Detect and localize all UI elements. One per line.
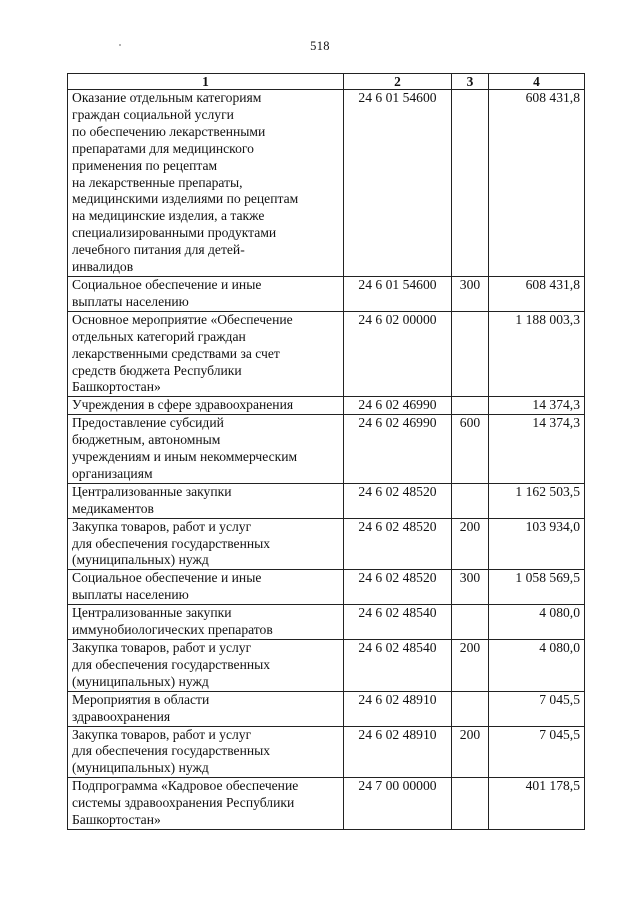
row-name: Оказание отдельным категориям граждан социальной услуги по обеспечению лекарственными препаратами для медицинского применения по рецептам на лекарственные препараты, медицинскими изделиями по рецептам на медицинские изделия, а также специализированными продуктами лечебного питания для детей- инвалидов bbox=[68, 90, 344, 277]
header-row bbox=[68, 74, 585, 90]
column-header: 4 bbox=[489, 74, 585, 90]
expense-type-code bbox=[452, 311, 489, 397]
row-name: Закупка товаров, работ и услуг для обеспечения государственных (муниципальных) нужд bbox=[68, 518, 344, 570]
expense-type-code bbox=[452, 605, 489, 640]
target-article-code: 24 6 02 46990 bbox=[344, 415, 452, 484]
target-article-code: 24 6 02 48520 bbox=[344, 518, 452, 570]
table-row bbox=[68, 415, 585, 484]
amount: 14 374,3 bbox=[489, 415, 585, 484]
target-article-code: 24 6 02 48910 bbox=[344, 726, 452, 778]
amount: 7 045,5 bbox=[489, 691, 585, 726]
table-row bbox=[68, 518, 585, 570]
column-header: 1 bbox=[68, 74, 344, 90]
row-name: Социальное обеспечение и иные выплаты населению bbox=[68, 276, 344, 311]
amount: 1 162 503,5 bbox=[489, 483, 585, 518]
column-header: 3 bbox=[452, 74, 489, 90]
expense-type-code bbox=[452, 691, 489, 726]
amount: 103 934,0 bbox=[489, 518, 585, 570]
expense-type-code: 300 bbox=[452, 570, 489, 605]
expense-type-code: 200 bbox=[452, 518, 489, 570]
table-row bbox=[68, 605, 585, 640]
target-article-code: 24 6 02 48540 bbox=[344, 605, 452, 640]
target-article-code: 24 6 01 54600 bbox=[344, 90, 452, 277]
row-name: Закупка товаров, работ и услуг для обеспечения государственных (муниципальных) нужд bbox=[68, 726, 344, 778]
scan-speck bbox=[119, 44, 121, 46]
row-name: Централизованные закупки иммунобиологических препаратов bbox=[68, 605, 344, 640]
budget-table bbox=[67, 73, 585, 830]
table-row bbox=[68, 483, 585, 518]
page-number: 518 bbox=[310, 39, 330, 53]
column-header: 2 bbox=[344, 74, 452, 90]
target-article-code: 24 6 02 48910 bbox=[344, 691, 452, 726]
row-name: Мероприятия в области здравоохранения bbox=[68, 691, 344, 726]
target-article-code: 24 6 01 54600 bbox=[344, 276, 452, 311]
amount: 14 374,3 bbox=[489, 397, 585, 415]
row-name: Централизованные закупки медикаментов bbox=[68, 483, 344, 518]
table-row bbox=[68, 397, 585, 415]
table-row bbox=[68, 276, 585, 311]
row-name: Подпрограмма «Кадровое обеспечение системы здравоохранения Республики Башкортостан» bbox=[68, 778, 344, 830]
row-name: Основное мероприятие «Обеспечение отдельных категорий граждан лекарственными средствами за счет средств бюджета Республики Башкортостан» bbox=[68, 311, 344, 397]
row-name: Предоставление субсидий бюджетным, автономным учреждениям и иным некоммерческим организациям bbox=[68, 415, 344, 484]
amount: 608 431,8 bbox=[489, 276, 585, 311]
table-row bbox=[68, 570, 585, 605]
expense-type-code bbox=[452, 90, 489, 277]
table-row bbox=[68, 691, 585, 726]
expense-type-code bbox=[452, 483, 489, 518]
target-article-code: 24 7 00 00000 bbox=[344, 778, 452, 830]
row-name: Закупка товаров, работ и услуг для обеспечения государственных (муниципальных) нужд bbox=[68, 640, 344, 692]
table-row bbox=[68, 311, 585, 397]
target-article-code: 24 6 02 48520 bbox=[344, 483, 452, 518]
amount: 4 080,0 bbox=[489, 640, 585, 692]
table-row bbox=[68, 640, 585, 692]
table-row bbox=[68, 726, 585, 778]
expense-type-code: 200 bbox=[452, 640, 489, 692]
target-article-code: 24 6 02 46990 bbox=[344, 397, 452, 415]
expense-type-code bbox=[452, 778, 489, 830]
amount: 4 080,0 bbox=[489, 605, 585, 640]
amount: 1 058 569,5 bbox=[489, 570, 585, 605]
amount: 608 431,8 bbox=[489, 90, 585, 277]
table-row bbox=[68, 90, 585, 277]
amount: 1 188 003,3 bbox=[489, 311, 585, 397]
target-article-code: 24 6 02 00000 bbox=[344, 311, 452, 397]
amount: 401 178,5 bbox=[489, 778, 585, 830]
expense-type-code bbox=[452, 397, 489, 415]
amount: 7 045,5 bbox=[489, 726, 585, 778]
target-article-code: 24 6 02 48520 bbox=[344, 570, 452, 605]
expense-type-code: 300 bbox=[452, 276, 489, 311]
expense-type-code: 600 bbox=[452, 415, 489, 484]
row-name: Учреждения в сфере здравоохранения bbox=[68, 397, 344, 415]
row-name: Социальное обеспечение и иные выплаты населению bbox=[68, 570, 344, 605]
table-row bbox=[68, 778, 585, 830]
target-article-code: 24 6 02 48540 bbox=[344, 640, 452, 692]
expense-type-code: 200 bbox=[452, 726, 489, 778]
